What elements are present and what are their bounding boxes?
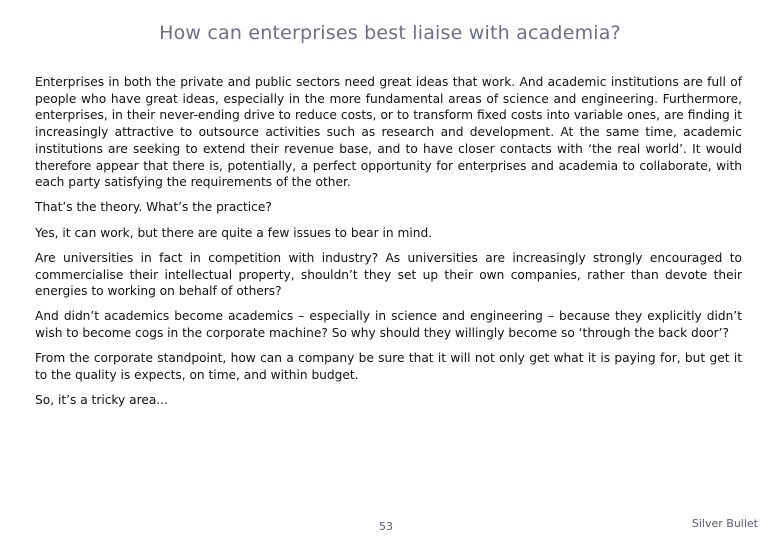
paragraph: Enterprises in both the private and public sectors need great ideas that work. And academic institutions are full of people who have great ideas, especially in the more fundamental areas of science and engineering. Furthermore, enterprises, in their never-ending drive to reduce costs, or to transform fixed costs into variable ones, are finding it increasingly attractive to outsource activities such as research and development. At the same time, academic institutions are seeking to extend their revenue base, and to have closer contacts with ‘the real world’. It would therefore appear that there is, potentially, a perfect opportunity for enterprises and academia to collaborate, with each party satisfying the requirements of the other.: [35, 75, 742, 190]
slide-title: How can enterprises best liaise with academia?: [159, 22, 621, 44]
brand-name: Silver Bullet: [691, 517, 758, 530]
body-text: [35, 74, 742, 417]
paragraph: Yes, it can work, but there are quite a few issues to bear in mind.: [35, 225, 433, 240]
paragraph: That’s the theory. What’s the practice?: [35, 200, 272, 215]
paragraph: From the corporate standpoint, how can a company be sure that it will not only get what it is paying for, but get it to the quality is expects, on time, and within budget.: [35, 351, 742, 383]
paragraph: And didn’t academics become academics – especially in science and engineering – because they explicitly didn’t wish to become cogs in the corporate machine? So why should they willingly become so ‘through the back door’?: [35, 309, 742, 341]
paragraph: So, it’s a tricky area...: [35, 393, 168, 408]
page-number: 53: [379, 520, 393, 533]
paragraph: Are universities in fact in competition with industry? As universities are increasingly strongly encouraged to commercialise their intellectual property, shouldn’t they set up their own companies, rather than devote their energies to working on behalf of others?: [35, 250, 742, 299]
